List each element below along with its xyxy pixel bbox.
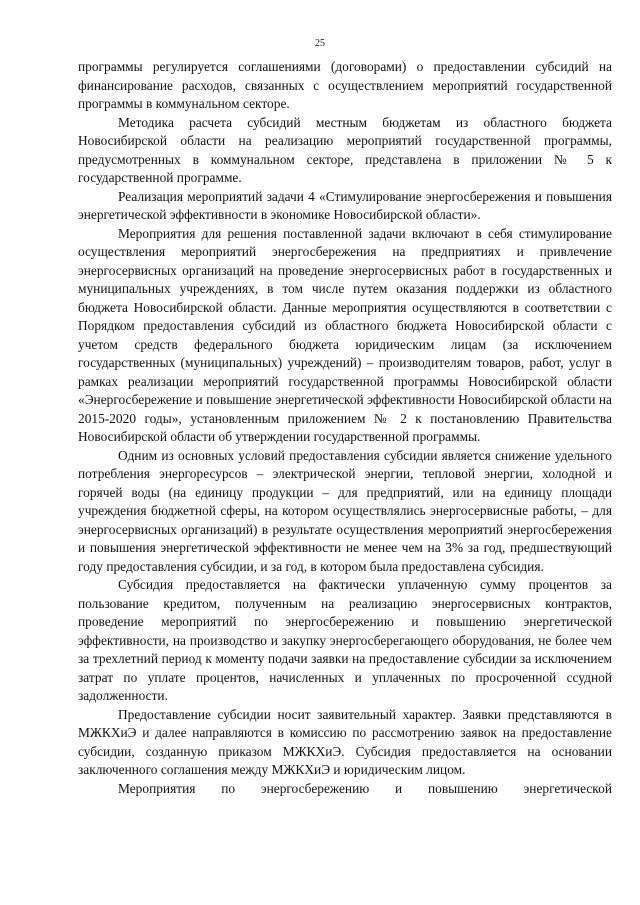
- paragraph-application-procedure: Предоставление субсидии носит заявительный характер. Заявки представляются в МЖКХиЭ и далее направляются в комиссию по рассмотрению заявок на предоставление субсидии, созданную приказом МЖКХиЭ. Субсидия предоставляется на основании заключенного соглашения между МЖКХиЭ и юридическим лицом.: [78, 706, 612, 777]
- page-body: [78, 58, 612, 798]
- paragraph-subsidy-interest: Субсидия предоставляется на фактически уплаченную сумму процентов за пользование кредитом, полученным на реализацию энергосервисных контрактов, проведение мероприятий по энергосбережению и повышению энергетической эффективности, на производство и закупку энергосберегающего оборудования, не более чем за трехлетний период к моменту подачи заявки на предоставление субсидии за исключением затрат по уплате процентов, начисленных и уплаченных по просроченной ссудной задолженности.: [78, 577, 612, 703]
- page-number: 25: [315, 38, 325, 49]
- paragraph-subsidy-methodology: Методика расчета субсидий местным бюджетам из областного бюджета Новосибирской области на реализацию мероприятий государственной программы, предусмотренных в коммунальном секторе, представлена в приложении № 5 к государственной программе.: [78, 114, 612, 185]
- paragraph-trailing: Мероприятия по энергосбережению и повышению энергетической: [118, 780, 612, 796]
- paragraph-task-4-heading: Реализация мероприятий задачи 4 «Стимулирование энергосбережения и повышения энергетической эффективности в экономике Новосибирской области».: [78, 188, 612, 222]
- paragraph-continuation: программы регулируется соглашениями (договорами) о предоставлении субсидий на финансирование расходов, связанных с осуществлением мероприятий государственной программы в коммунальном секторе.: [78, 59, 612, 111]
- paragraph-subsidy-conditions: Одним из основных условий предоставления субсидии является снижение удельного потребления энергоресурсов – электрической энергии, тепловой энергии, холодной и горячей воды (на единицу продукции – для предприятий, или на единицу площади учреждения бюджетной сферы, на котором осуществлялись энергосервисные работы, – для энергосервисных организаций) в результате осуществления мероприятий энергосбережения и повышения энергетической эффективности не менее чем на 3% за год, предшествующий году предоставления субсидии, и за год, в котором была предоставлена субсидия.: [78, 447, 612, 574]
- paragraph-task-measures: Мероприятия для решения поставленной задачи включают в себя стимулирование осуществления мероприятий энергосбережения на предприятиях и привлечение энергосервисных организаций на проведение энергосервисных работ в государственных и муниципальных учреждениях, в том числе путем оказания поддержки из областного бюджета Новосибирской области. Данные мероприятия осуществляются в соответствии с Порядком предоставления субсидий из областного бюджета Новосибирской области с учетом средств федерального бюджета юридическим лицам (за исключением государственных (муниципальных) учреждений) – производителям товаров, работ, услуг в рамках реализации мероприятий государственной программы Новосибирской области «Энергосбережение и повышение энергетической эффективности Новосибирской области на 2015-2020 годы», установленным приложением № 2 к постановлению Правительства Новосибирской области об утверждении государственной программы.: [78, 225, 612, 444]
